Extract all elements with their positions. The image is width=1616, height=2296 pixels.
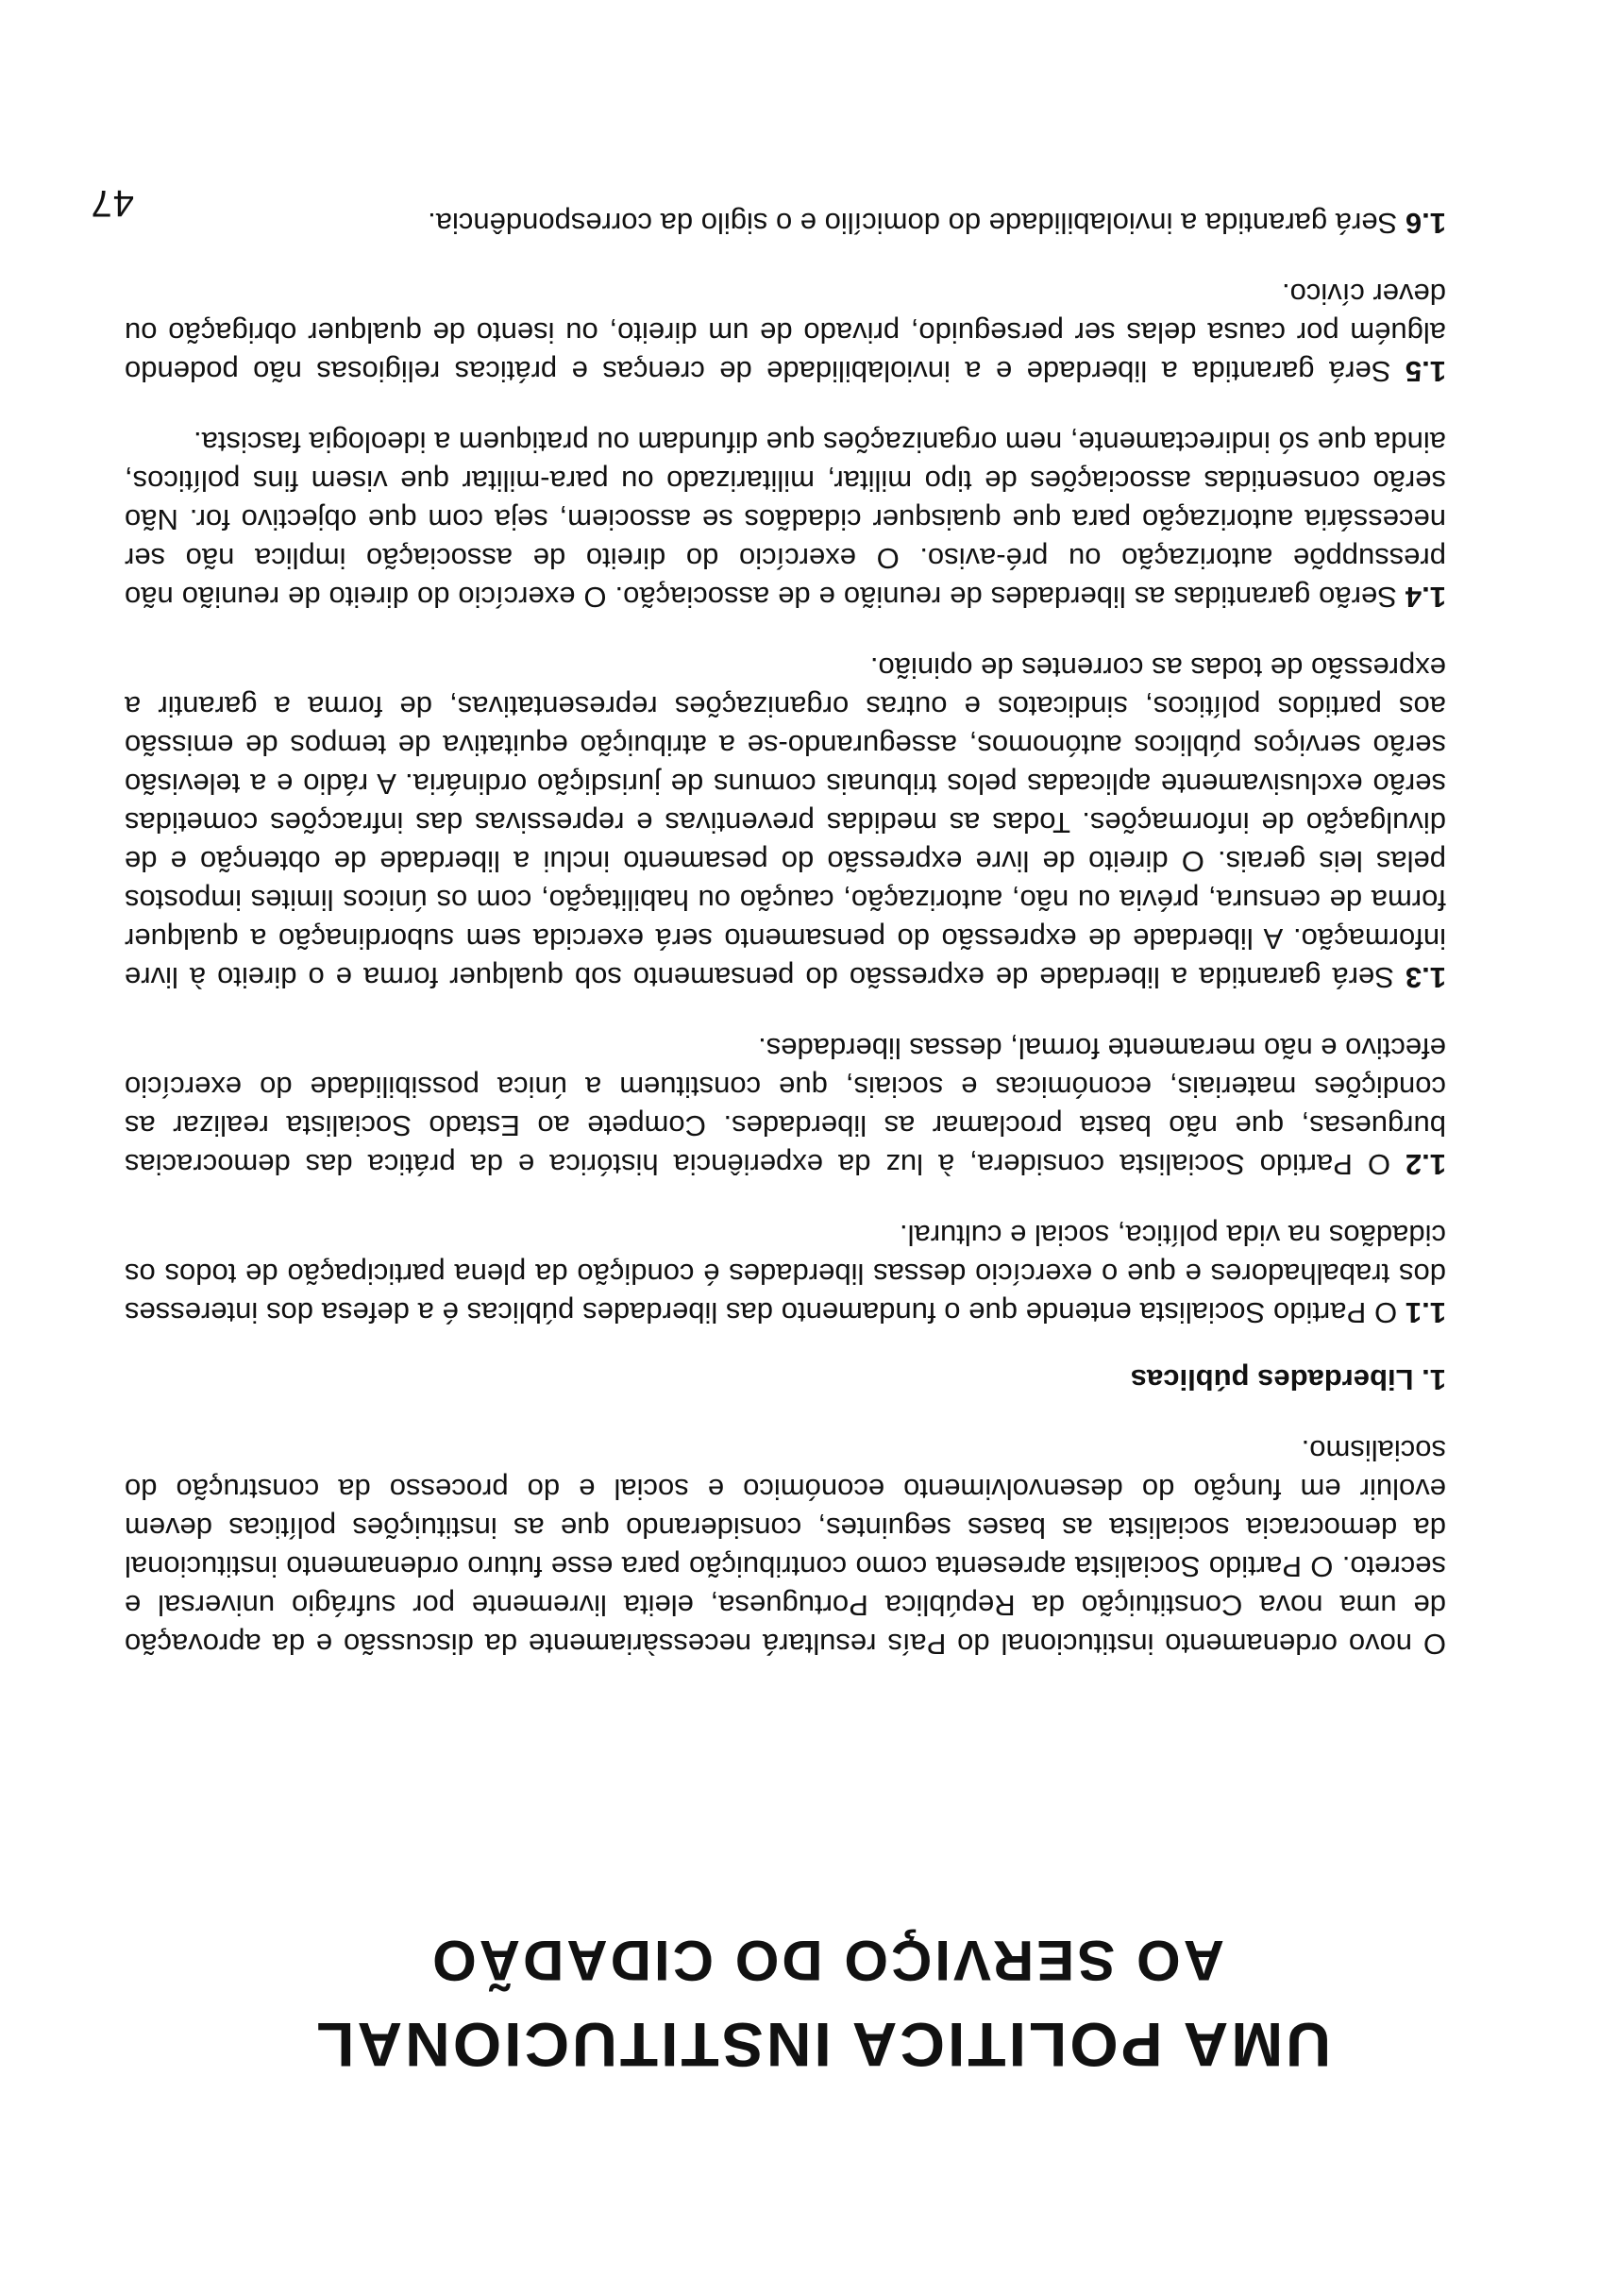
- item-number: 1.6: [1405, 207, 1446, 240]
- section-title: 1. Liberdades públicas: [1130, 1363, 1446, 1396]
- item-1-6: [125, 204, 1446, 243]
- page-heading: [0, 1918, 1616, 2088]
- item-1-3: [125, 649, 1446, 997]
- item-number: 1.2: [1405, 1148, 1446, 1181]
- item-text: Será garantida a liberdade e a inviolabilidade de crenças e práticas religiosas não podendo alguém por causa delas ser perseguido, privado de um direito, ou isento de qualquer obrigação ou dever cívico.: [125, 278, 1446, 388]
- item-1-2: [125, 1029, 1446, 1184]
- item-number: 1.4: [1405, 581, 1446, 614]
- item-text: O Partido Socialista entende que o fundamento das liberdades públicas é a defesa dos interesses dos trabalhadores e que o exercício dessas liberdades é condição da plena participação de todos os cidadãos na vida política, social e cultural.: [125, 1219, 1446, 1329]
- heading-line-1: UMA POLITICA INSTITUCIONAL: [313, 2010, 1331, 2080]
- item-text: Será garantida a inviolabilidade do domicílio e o sigilo da correspondência.: [428, 207, 1398, 240]
- item-text: Serão garantidas as liberdades de reunião e de associação. O exercício do direito de reunião não pressuppõe autorização ou pré-aviso. O exercício do direito de associação implica não ser necessária autorização para que quaisquer cidadãos se associem, seja com que objectivo for. Não serão consentidas associações de tipo militar, militarizado ou para-militar que visem fins políticos, ainda que só indirectamente, nem organizações que difundam ou pratiquem a ideologia fascista.: [125, 426, 1446, 614]
- intro-paragraph: O novo ordenamento institucional do País resultará necessàriamente da discussão e da aprovação de uma nova Constituição da República Portuguesa, eleita livremente por sufrágio universal e secreto. O Partido Socialista apresenta como contribuição para esse futuro ordenamento institucional da democracia socialista as bases seguintes, considerando que as instituições políticas devem evoluir em função do desenvolvimento económico e social e do processo da construção do socialismo.: [125, 1434, 1446, 1661]
- item-1-1: [125, 1216, 1446, 1332]
- item-number: 1.1: [1405, 1296, 1446, 1329]
- page-number: 47: [90, 182, 134, 224]
- heading-line-2: AO SERVIÇO DO CIDADÃO: [429, 1929, 1224, 1992]
- item-text: O Partido Socialista considera, à luz da experiência histórica e da prática das democracias burguesas, que não basta proclamar as liberdades. Compete ao Estado Socialista realizar as condições materiais, económicas e sociais, que constituem a única possibilidade do exercício efectivo e não meramente formal, dessas liberdades.: [125, 1032, 1446, 1181]
- item-number: 1.3: [1405, 961, 1446, 994]
- item-number: 1.5: [1405, 355, 1446, 388]
- document-body: [125, 172, 1446, 1663]
- item-1-4: [125, 423, 1446, 616]
- item-1-5: [125, 275, 1446, 391]
- item-text: Será garantida a liberdade de expressão do pensamento sob qualquer forma e o direito à livre informação. A liberdade de expressão do pensamento será exercida sem subordinação a qualquer forma de censura, prévia ou não, autorização, caução ou habilitação, com os únicos limites impostos pelas leis gerais. O direito de livre expressão do pesamento inclui a liberdade de obtenção e de divulgação de informações. Todas as medidas preventivas e repressivas das infracções cometidas serão exclusivamente aplicadas pelos tribunais comuns de jurisdição ordinária. A rádio e a televisão serão serviços públicos autónomos, assegurando-se a atribuição equitativa de tempos de emissão aos partidos políticos, sindicatos e outras organizações representativas, de forma a garantir a expressão de todas as correntes de opinião.: [125, 651, 1446, 994]
